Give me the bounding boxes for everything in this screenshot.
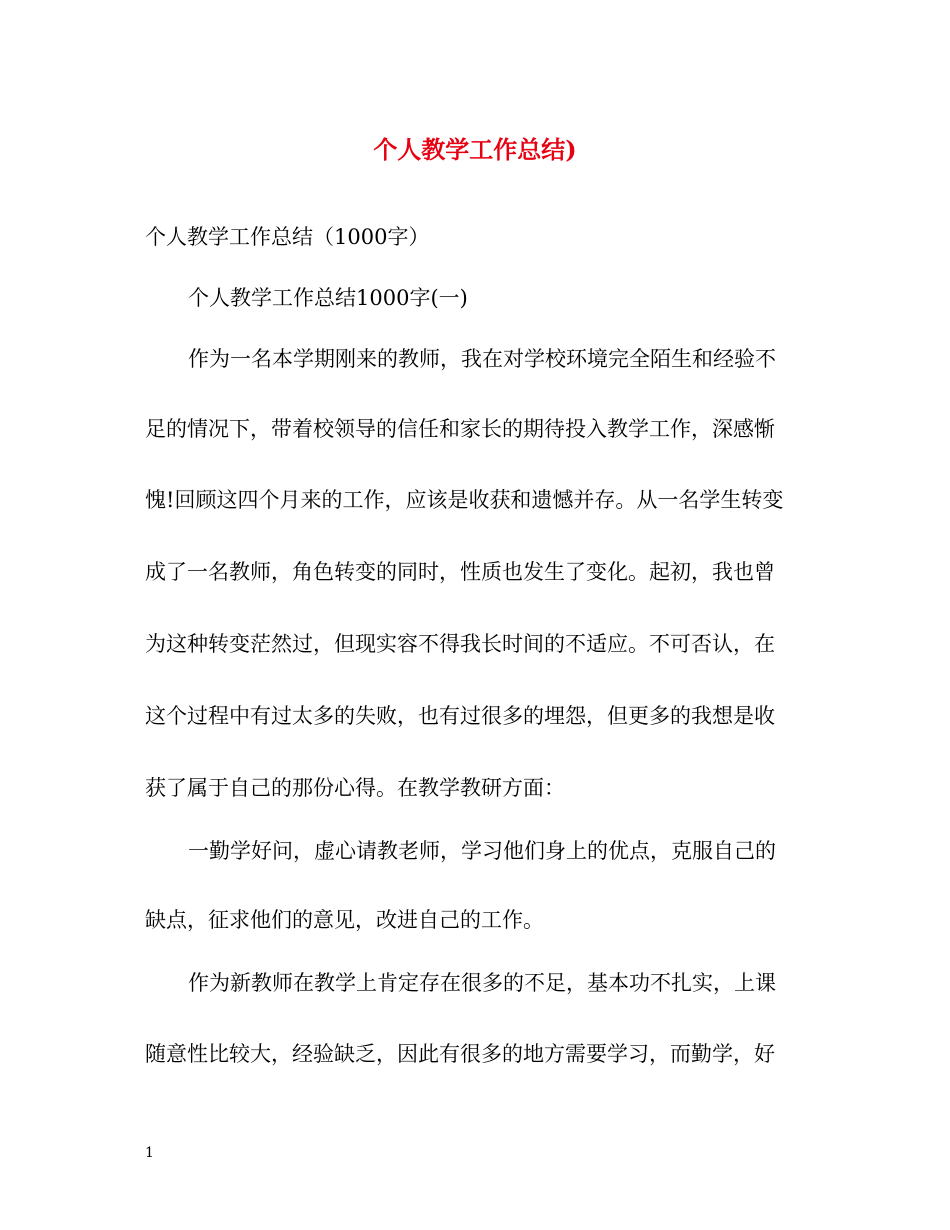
text-line: 获了属于自己的那份心得。在教学教研方面： [145, 776, 565, 800]
text-line: 作为一名本学期刚来的教师，我在对学校环境完全陌生和经验不 [188, 347, 776, 371]
text-line: 为这种转变茫然过，但现实容不得我长时间的不适应。不可否认，在 [145, 632, 775, 656]
text-line: 缺点，征求他们的意见，改进自己的工作。 [145, 908, 544, 932]
text-line: 一勤学好问，虚心请教老师，学习他们身上的优点，克服自己的 [188, 839, 776, 863]
document-title: 个人教学工作总结) [373, 135, 577, 164]
page-number: 1 [145, 1145, 154, 1161]
text-line: 随意性比较大，经验缺乏，因此有很多的地方需要学习，而勤学，好 [145, 1042, 775, 1066]
text-line: 个人教学工作总结1000字(一) [188, 286, 468, 310]
text-line: 作为新教师在教学上肯定存在很多的不足，基本功不扎实，上课 [188, 971, 776, 995]
text-line: 足的情况下，带着校领导的信任和家长的期待投入教学工作，深感惭 [145, 417, 775, 441]
text-line: 愧!回顾这四个月来的工作，应该是收获和遗憾并存。从一名学生转变 [145, 488, 784, 512]
text-line: 个人教学工作总结（1000字） [145, 225, 430, 249]
text-line: 这个过程中有过太多的失败，也有过很多的埋怨，但更多的我想是收 [145, 704, 775, 728]
text-line: 成了一名教师，角色转变的同时，性质也发生了变化。起初，我也曾 [145, 560, 775, 584]
